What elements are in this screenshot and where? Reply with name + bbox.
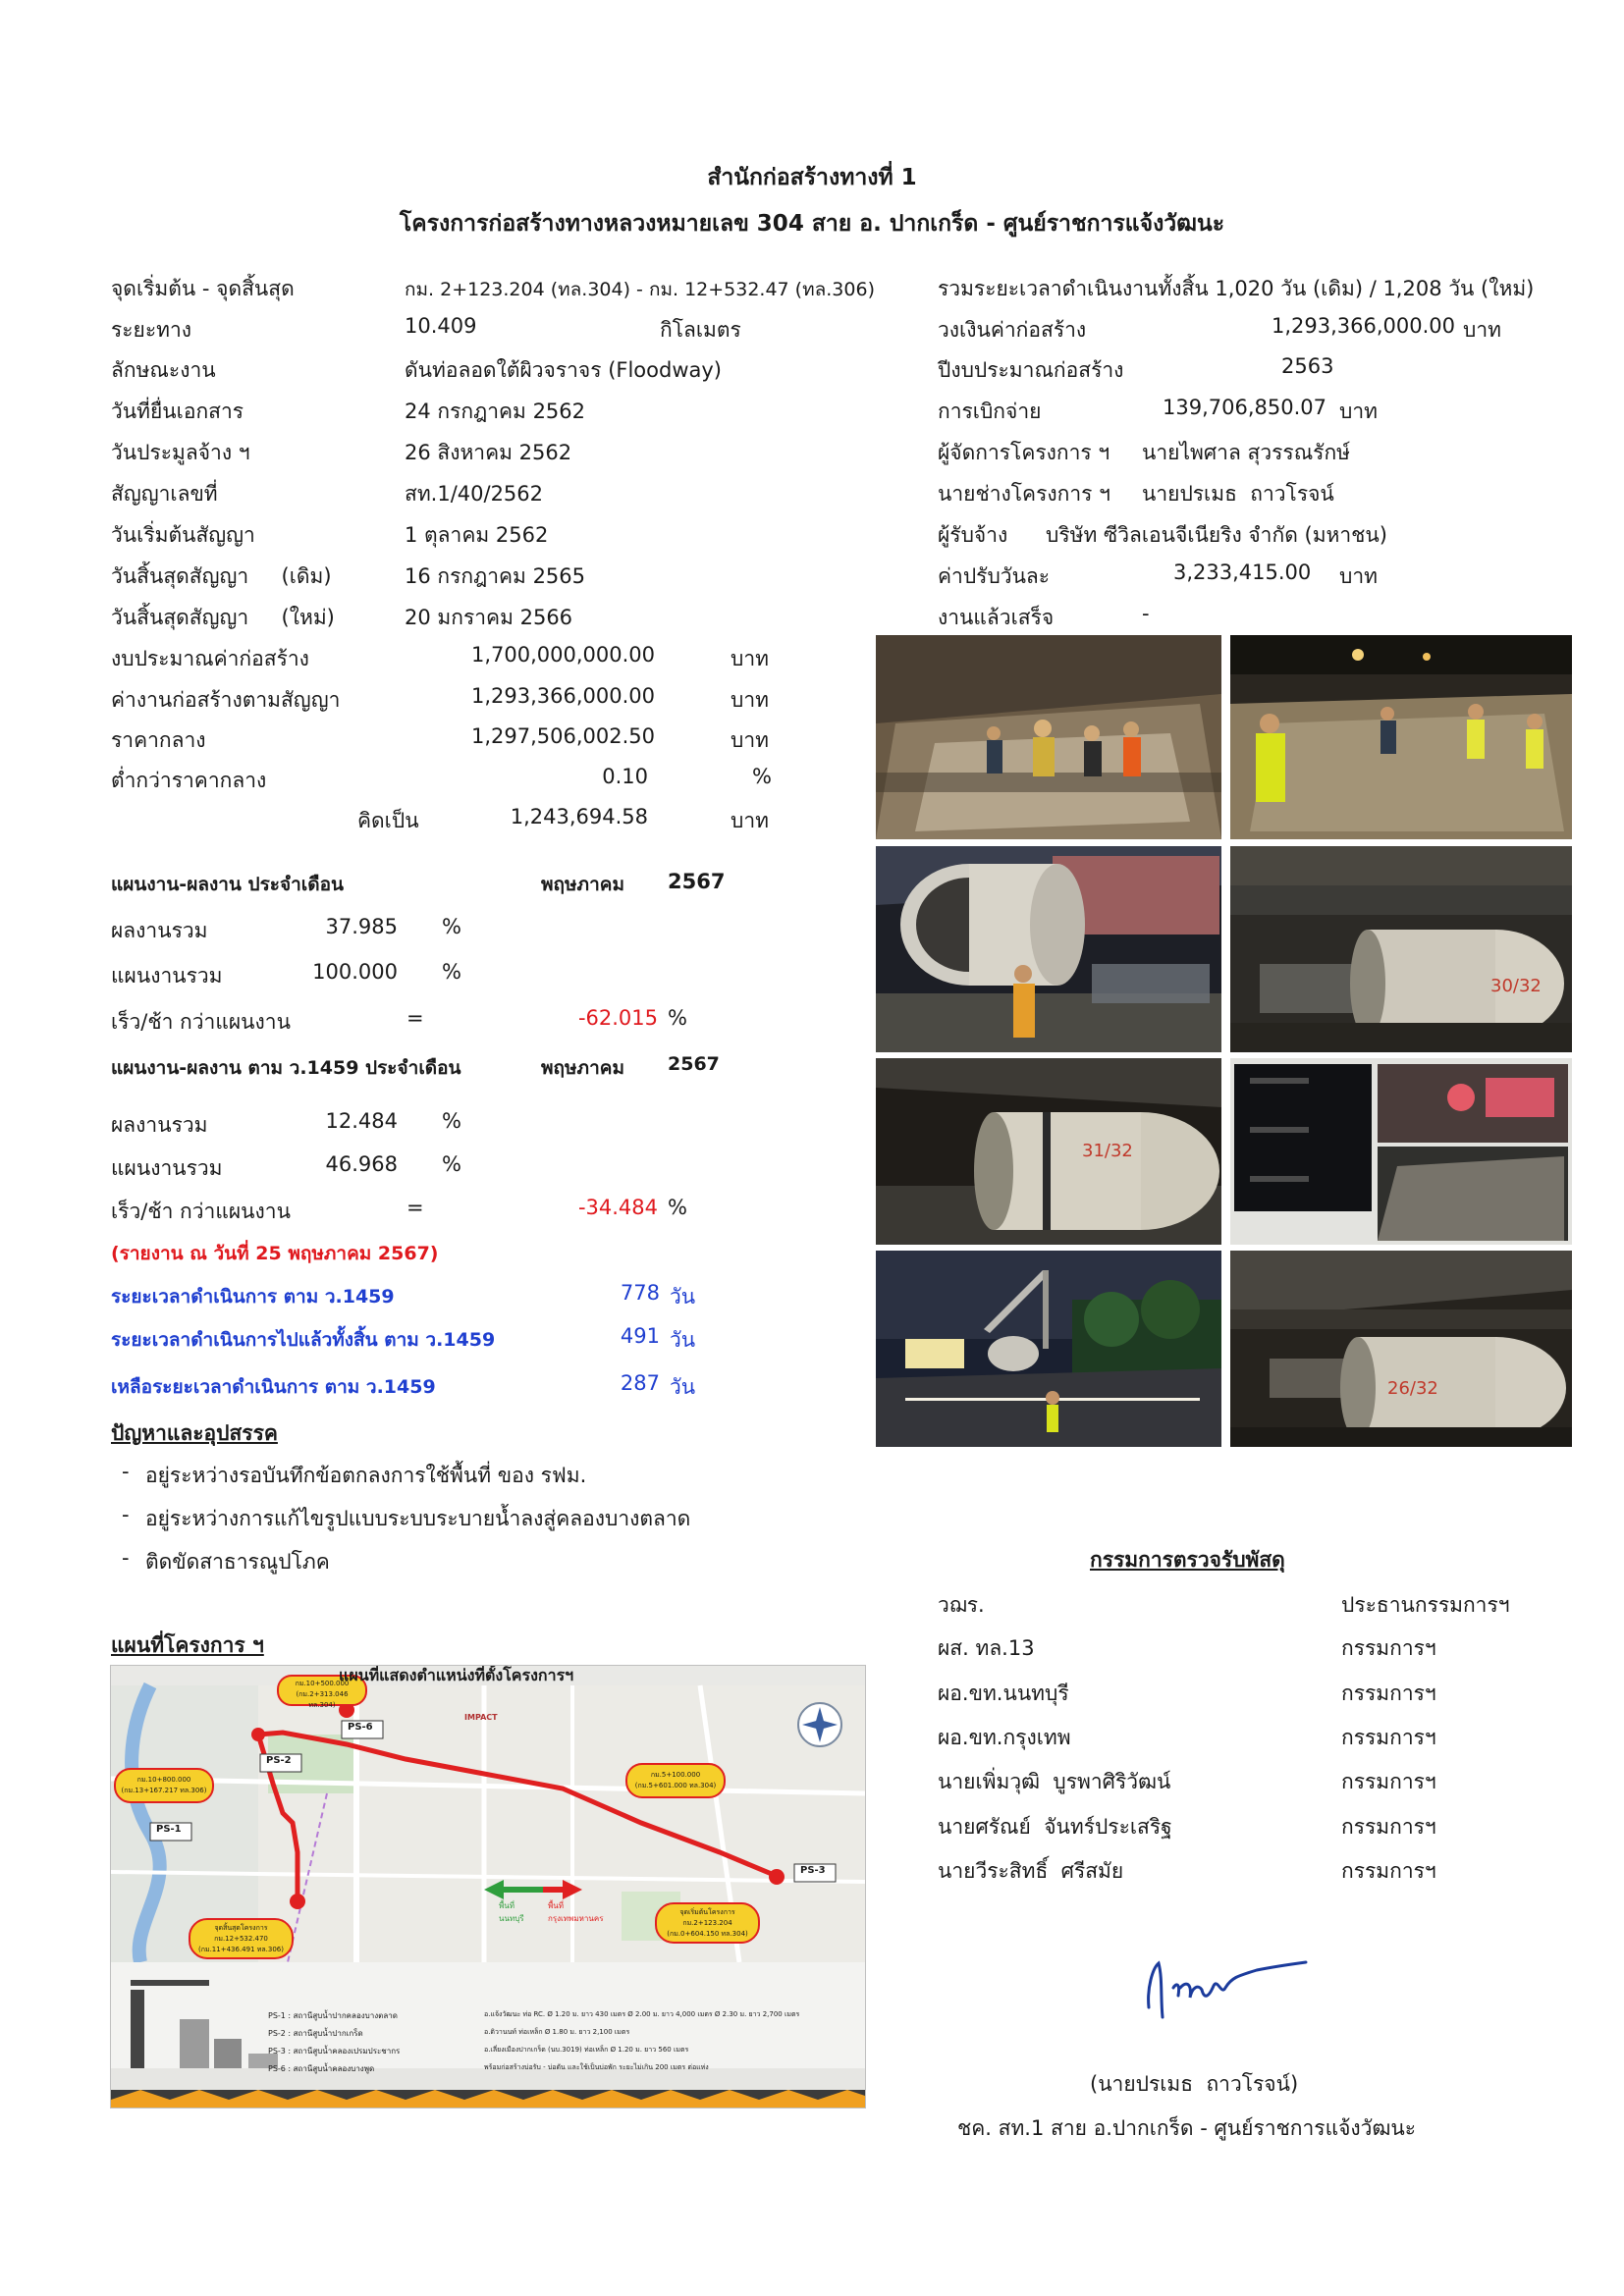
- pipe-number-label: 31/32: [1082, 1141, 1133, 1161]
- actual-value: 37.985: [325, 915, 398, 938]
- info-value: 20 มกราคม 2566: [405, 606, 573, 629]
- project-title: โครงการก่อสร้างทางหลวงหมายเลข 304 สาย อ. ปากเกร็ด - ศูนย์ราชการแจ้งวัฒนะ: [399, 211, 1225, 237]
- info-value: 10.409: [405, 314, 477, 338]
- committee-member: นายศรัณย์ จันทร์ประเสริฐ: [938, 1815, 1172, 1839]
- info-label: วันประมูลจ้าง ฯ: [111, 441, 250, 464]
- budget-unit: บาท: [731, 728, 769, 752]
- site-photo-crane-night: [876, 1251, 1221, 1447]
- problem-bullet: -: [122, 1546, 130, 1570]
- budget-value: 1,700,000,000.00: [471, 643, 656, 667]
- problem-item: อยู่ระหว่างการแก้ไขรูปแบบระบบระบายน้ำลงสู่คลองบางตลาด: [145, 1507, 691, 1530]
- info-value: 16 กรกฎาคม 2565: [405, 564, 586, 588]
- signer-position: ชค. สท.1 สาย อ.ปากเกร็ด - ศูนย์ราชการแจ้งวัฒนะ: [957, 2116, 1417, 2140]
- right-label: นายช่างโครงการ ฯ: [938, 482, 1110, 506]
- duration-value: 778: [620, 1281, 660, 1305]
- info-value: 1 ตุลาคม 2562: [405, 523, 549, 547]
- diff-label: เร็ว/ช้า กว่าแผนงาน: [111, 1200, 291, 1223]
- site-photo-pipe-jacking-1: [1230, 846, 1572, 1052]
- budget-value: 1,243,694.58: [510, 805, 648, 828]
- info-value: ดันท่อลอดใต้ผิวจราจร (Floodway): [405, 358, 722, 382]
- site-photo-excavation-1: [876, 635, 1221, 839]
- duration-label: ระยะเวลาดำเนินการไปแล้วทั้งสิ้น ตาม ว.1459: [111, 1329, 496, 1351]
- problem-bullet: -: [122, 1503, 130, 1526]
- legend-ps3: PS-3 : สถานีสูบน้ำคลองเปรมประชากร: [268, 2047, 401, 2056]
- info-value: กม. 2+123.204 (ทล.304) - กม. 12+532.47 (ทล.306): [405, 279, 875, 300]
- progress-year: 2567: [668, 870, 726, 893]
- signer-name: (นายปรเมธ ถาวโรจน์): [1090, 2072, 1299, 2096]
- site-photo-excavation-2: [1230, 635, 1572, 839]
- budget-label: คิดเป็น: [357, 809, 419, 832]
- progress-month: พฤษภาคม: [541, 874, 624, 895]
- map-note: อ.แจ้งวัฒนะ ท่อ RC. Ø 1.20 ม. ยาว 430 เมตร Ø 2.00 ม. ยาว 4,000 เมตร Ø 2.30 ม. ยาว 2,700 เมตร: [484, 2010, 800, 2018]
- budget-unit: บาท: [731, 809, 769, 832]
- actual-value: 12.484: [325, 1109, 398, 1133]
- callout-km10500: กม.10+500.000 (กม.2+313.046 ทล.304): [295, 1680, 350, 1709]
- problem-bullet: -: [122, 1460, 130, 1483]
- site-photo-pipe-jacking-2: [876, 1058, 1221, 1245]
- diff-pct: %: [668, 1006, 687, 1030]
- right-label: ผู้รับจ้าง: [938, 523, 1008, 547]
- committee-member: วฌร.: [938, 1593, 985, 1617]
- budget-label: ราคากลาง: [111, 728, 206, 752]
- diff-value: -34.484: [577, 1196, 658, 1219]
- right-value: 139,706,850.07: [1163, 396, 1326, 419]
- info-label: ระยะทาง: [111, 318, 192, 342]
- duration-unit: วัน: [670, 1285, 696, 1308]
- duration-unit: วัน: [670, 1375, 696, 1399]
- committee-member: นายเพิ่มวุฒิ บูรพาศิริวัฒน์: [938, 1770, 1171, 1793]
- area-nonthaburi: พื้นที่ นนทบุรี: [499, 1901, 524, 1923]
- right-value: 3,233,415.00: [1173, 561, 1312, 584]
- info-label: วันเริ่มต้นสัญญา: [111, 523, 255, 547]
- progress-title: แผนงาน-ผลงาน ประจำเดือน: [111, 874, 345, 895]
- right-label: การเบิกจ่าย: [938, 400, 1042, 423]
- budget-label: งบประมาณค่าก่อสร้าง: [111, 647, 309, 670]
- station-ps6: PS-6: [348, 1722, 373, 1733]
- info-label: สัญญาเลขที่: [111, 482, 218, 506]
- info-label: วันสิ้นสุดสัญญา (ใหม่): [111, 606, 335, 629]
- right-unit: บาท: [1463, 318, 1501, 342]
- budget-value: 1,293,366,000.00: [471, 684, 656, 708]
- project-map: [110, 1665, 866, 2109]
- actual-pct: %: [442, 915, 461, 938]
- committee-member: ผส. ทล.13: [938, 1636, 1035, 1660]
- plan-label: แผนงานรวม: [111, 964, 223, 988]
- right-value: นายปรเมธ ถาวโรจน์: [1142, 482, 1334, 506]
- pipe-number-label: 30/32: [1490, 976, 1542, 996]
- pipe-number-label: 26/32: [1387, 1378, 1438, 1399]
- plan-value: 100.000: [312, 960, 398, 984]
- right-label: ค่าปรับวันละ: [938, 564, 1051, 588]
- problem-item: อยู่ระหว่างรอบันทึกข้อตกลงการใช้พื้นที่ ของ รฟม.: [145, 1464, 587, 1487]
- map-title: แผนที่แสดงตำแหน่งที่ตั้งโครงการฯ: [339, 1666, 574, 1684]
- committee-member: นายวีระสิทธิ์ ศรีสมัย: [938, 1859, 1124, 1883]
- diff-pct: %: [668, 1196, 687, 1219]
- right-unit: บาท: [1339, 564, 1378, 588]
- committee-role: กรรมการฯ: [1341, 1636, 1436, 1660]
- site-photo-pipe-lift: [876, 846, 1221, 1052]
- budget-unit: บาท: [731, 688, 769, 712]
- right-label: ปีงบประมาณก่อสร้าง: [938, 358, 1124, 382]
- legend-ps1: PS-1 : สถานีสูบน้ำปากคลองบางตลาด: [268, 2011, 398, 2020]
- plan-pct: %: [442, 960, 461, 984]
- budget-unit: บาท: [731, 647, 769, 670]
- callout-end: จุดสิ้นสุดโครงการ กม.12+532.470 (กม.11+436.491 ทล.306): [198, 1924, 284, 1953]
- office-title: สำนักก่อสร้างทางที่ 1: [707, 165, 917, 190]
- budget-unit: %: [752, 765, 772, 788]
- station-ps1: PS-1: [156, 1824, 182, 1835]
- legend-ps6: PS-6 : สถานีสูบน้ำคลองบางพูด: [268, 2064, 375, 2073]
- duration-unit: วัน: [670, 1328, 696, 1352]
- site-photo-pipe-jacking-3: [1230, 1251, 1572, 1447]
- duration-label: เหลือระยะเวลาดำเนินการ ตาม ว.1459: [111, 1376, 436, 1398]
- actual-label: ผลงานรวม: [111, 1113, 208, 1137]
- progress-year: 2567: [668, 1053, 720, 1075]
- problem-item: ติดขัดสาธารณูปโภค: [145, 1550, 330, 1574]
- diff-label: เร็ว/ช้า กว่าแผนงาน: [111, 1010, 291, 1034]
- right-value: 2563: [1281, 354, 1334, 378]
- diff-value: -62.015: [577, 1006, 658, 1030]
- budget-value: 1,297,506,002.50: [471, 724, 656, 748]
- info-value: สท.1/40/2562: [405, 482, 544, 506]
- committee-role: ประธานกรรมการฯ: [1341, 1593, 1510, 1617]
- duration-value: 491: [620, 1324, 660, 1348]
- duration-value: 287: [620, 1371, 660, 1395]
- info-label: วันสิ้นสุดสัญญา (เดิม): [111, 564, 332, 588]
- callout-km5100: กม.5+100.000 (กม.5+601.000 ทล.304): [634, 1771, 717, 1789]
- budget-label: ค่างานก่อสร้างตามสัญญา: [111, 688, 341, 712]
- progress-month: พฤษภาคม: [541, 1057, 624, 1079]
- info-value: 26 สิงหาคม 2562: [405, 441, 572, 464]
- info-label: ลักษณะงาน: [111, 358, 216, 382]
- committee-role: กรรมการฯ: [1341, 1726, 1436, 1749]
- actual-pct: %: [442, 1109, 461, 1133]
- report-date: (รายงาน ณ วันที่ 25 พฤษภาคม 2567): [111, 1243, 439, 1264]
- committee-member: ผอ.ขท.กรุงเทพ: [938, 1726, 1071, 1749]
- signature-scribble: [1119, 1949, 1316, 2027]
- station-ps2: PS-2: [266, 1755, 292, 1766]
- map-note: พร้อมก่อสร้างบ่อรับ - บ่อดัน และใช้เป็นบ่อพัก ระยะไม่เกิน 200 เมตร ต่อแห่ง: [484, 2063, 709, 2071]
- right-label: งานแล้วเสร็จ: [938, 606, 1055, 629]
- duration-label: ระยะเวลาดำเนินการ ตาม ว.1459: [111, 1286, 395, 1308]
- info-label: วันที่ยื่นเอกสาร: [111, 400, 244, 423]
- actual-label: ผลงานรวม: [111, 919, 208, 942]
- right-unit: บาท: [1339, 400, 1378, 423]
- plan-pct: %: [442, 1152, 461, 1176]
- progress-title: แผนงาน-ผลงาน ตาม ว.1459 ประจำเดือน: [111, 1057, 461, 1079]
- problems-title: ปัญหาและอุปสรรค: [111, 1421, 278, 1445]
- station-ps3: PS-3: [800, 1865, 826, 1876]
- map-section-title: แผนที่โครงการ ฯ: [111, 1633, 264, 1657]
- map-note: อ.ติวานนท์ ท่อเหล็ก Ø 1.80 ม. ยาว 2,100 เมตร: [484, 2028, 630, 2036]
- diff-eq: =: [406, 1196, 424, 1219]
- impact-label: IMPACT: [464, 1713, 498, 1722]
- budget-label: ต่ำกว่าราคากลาง: [111, 769, 267, 792]
- map-note: อ.เลี่ยงเมืองปากเกร็ด (นบ.3019) ท่อเหล็ก Ø 1.20 ม. ยาว 560 เมตร: [484, 2046, 689, 2054]
- committee-role: กรรมการฯ: [1341, 1859, 1436, 1883]
- right-value: บริษัท ซีวิลเอนจีเนียริง จำกัด (มหาชน): [1046, 523, 1387, 547]
- right-label: ผู้จัดการโครงการ ฯ: [938, 441, 1110, 464]
- plan-value: 46.968: [325, 1152, 398, 1176]
- plan-label: แผนงานรวม: [111, 1156, 223, 1180]
- right-value: -: [1142, 602, 1150, 625]
- info-value: 24 กรกฎาคม 2562: [405, 400, 586, 423]
- budget-value: 0.10: [602, 765, 648, 788]
- right-value: 1,293,366,000.00: [1272, 314, 1456, 338]
- diff-eq: =: [406, 1006, 424, 1030]
- callout-km10800: กม.10+800.000 (กม.13+167.217 ทล.306): [121, 1776, 207, 1794]
- right-label: วงเงินค่าก่อสร้าง: [938, 318, 1087, 342]
- committee-title: กรรมการตรวจรับพัสดุ: [1090, 1548, 1285, 1572]
- site-photo-monitor: [1230, 1058, 1572, 1245]
- info-unit: กิโลเมตร: [660, 318, 741, 342]
- total-duration: รวมระยะเวลาดำเนินงานทั้งสิ้น 1,020 วัน (เดิม) / 1,208 วัน (ใหม่): [938, 277, 1535, 300]
- area-bangkok: พื้นที่ กรุงเทพมหานคร: [548, 1901, 604, 1923]
- committee-role: กรรมการฯ: [1341, 1815, 1436, 1839]
- legend-ps2: PS-2 : สถานีสูบน้ำปากเกร็ด: [268, 2029, 363, 2038]
- committee-role: กรรมการฯ: [1341, 1770, 1436, 1793]
- callout-start: จุดเริ่มต้นโครงการ กม.2+123.204 (กม.0+604.150 ทล.304): [667, 1908, 748, 1938]
- committee-role: กรรมการฯ: [1341, 1682, 1436, 1705]
- right-value: นายไพศาล สุวรรณรักษ์: [1142, 441, 1351, 464]
- info-label: จุดเริ่มต้น - จุดสิ้นสุด: [111, 277, 295, 300]
- committee-member: ผอ.ขท.นนทบุรี: [938, 1682, 1069, 1705]
